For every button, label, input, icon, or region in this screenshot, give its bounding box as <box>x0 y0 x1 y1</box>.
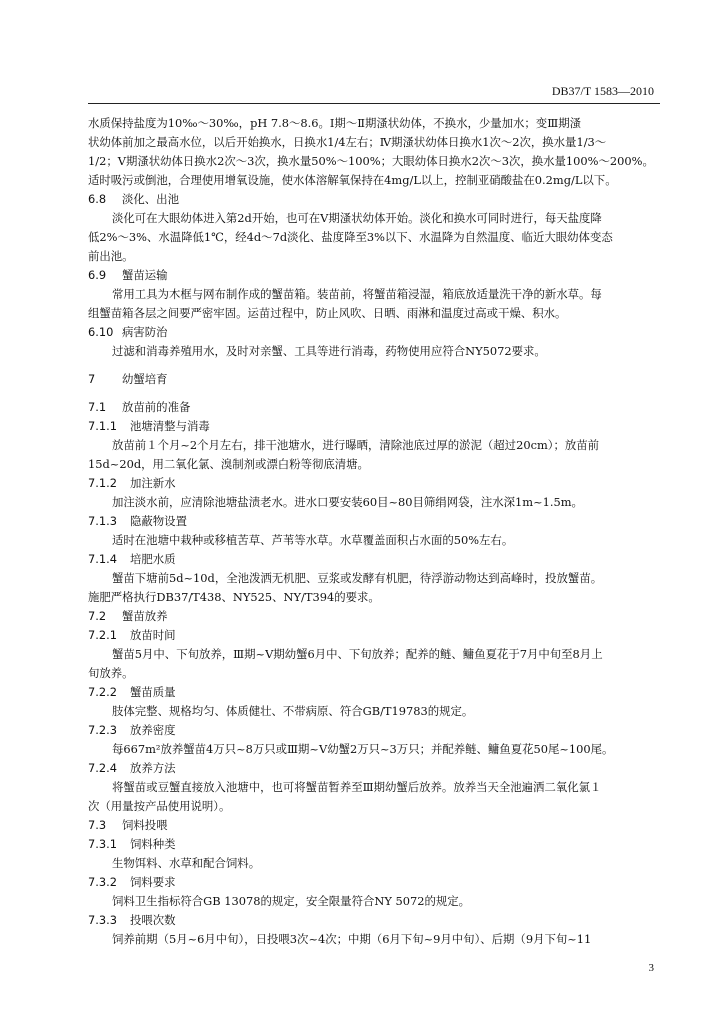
paragraph-line: 饲养前期（5月~6月中旬），日投喂3次~4次；中期（6月下旬~9月中旬）、后期（9月下旬~11 <box>112 932 592 946</box>
paragraph <box>88 702 660 721</box>
heading-number: 7.1.3 <box>88 514 117 528</box>
section-heading <box>88 398 660 417</box>
paragraph <box>88 778 660 816</box>
heading-number: 6.8 <box>88 192 107 206</box>
subsection-heading <box>88 721 660 740</box>
paragraph-line: 常用工具为木框与网布制作成的蟹苗箱。装苗前，将蟹苗箱浸湿，箱底放适量洗干净的新水草。每 <box>112 287 602 301</box>
paragraph-line: 旬放养。 <box>88 666 134 680</box>
heading-title: 幼蟹培育 <box>122 372 168 386</box>
section-heading <box>88 323 660 342</box>
paragraph <box>88 436 660 474</box>
heading-title: 饲料投喂 <box>122 818 168 832</box>
paragraph-line: 适时吸污或倒池，合理使用增氧设施，使水体溶解氧保持在4mg/L以上，控制亚硝酸盐在0.2mg/L以下。 <box>88 173 617 187</box>
heading-title: 放养方法 <box>130 761 176 775</box>
subsection-heading <box>88 474 660 493</box>
heading-number: 7.3.2 <box>88 875 117 889</box>
paragraph-line: 将蟹苗或豆蟹直接放入池塘中，也可将蟹苗暂养至Ⅲ期幼蟹后放养。放养当天全池遍洒二氧化氯１ <box>112 780 602 794</box>
paragraph <box>88 892 660 911</box>
subsection-heading <box>88 550 660 569</box>
paragraph-line: 状幼体前加之最高水位，以后开始换水，日换水1/4左右；Ⅳ期溞状幼体日换水1次～2次，换水量1/3～ <box>88 135 607 149</box>
heading-title: 病害防治 <box>122 325 168 339</box>
heading-number: 7.3.3 <box>88 913 117 927</box>
heading-number: 7.2.1 <box>88 628 117 642</box>
heading-title: 饲料要求 <box>130 875 176 889</box>
heading-number: 7.1 <box>88 400 107 414</box>
heading-number: 7.1.4 <box>88 552 117 566</box>
chapter-heading <box>88 370 660 389</box>
paragraph <box>88 854 660 873</box>
paragraph-line: 饲料卫生指标符合GB 13078的规定，安全限量符合NY 5072的规定。 <box>112 894 471 908</box>
section-heading <box>88 816 660 835</box>
heading-number: 7.2.3 <box>88 723 117 737</box>
paragraph-line: 生物饵料、水草和配合饲料。 <box>112 856 261 870</box>
subsection-heading <box>88 759 660 778</box>
paragraph <box>88 114 660 190</box>
heading-number: 6.10 <box>88 325 114 339</box>
heading-title: 放苗时间 <box>130 628 176 642</box>
paragraph-line: 低2%～3%、水温降低1℃，经4d～7d淡化、盐度降至3%以下、水温降为自然温度、临近大眼幼体变态 <box>88 230 613 244</box>
heading-title: 蟹苗质量 <box>130 685 176 699</box>
heading-title: 放苗前的准备 <box>122 400 191 414</box>
header-rule <box>88 103 660 104</box>
heading-title: 培肥水质 <box>130 552 176 566</box>
section-heading <box>88 266 660 285</box>
paragraph <box>88 285 660 323</box>
paragraph-line: 淡化可在大眼幼体进入第2d开始，也可在Ⅴ期溞状幼体开始。淡化和换水可同时进行，每天盐度降 <box>112 211 602 225</box>
paragraph-line: 蟹苗5月中、下旬放养，Ⅲ期~Ⅴ期幼蟹6月中、下旬放养；配养的鲢、鳙鱼夏花于7月中旬至8月上 <box>112 647 603 661</box>
standard-number-header: DB37/T 1583—2010 <box>551 84 654 98</box>
paragraph-line: 蟹苗下塘前5d~10d，全池泼洒无机肥、豆浆或发酵有机肥，待浮游动物达到高峰时，投放蟹苗。 <box>112 571 603 585</box>
paragraph-line: 每667m²放养蟹苗4万只~8万只或Ⅲ期~Ⅴ幼蟹2万只~3万只；并配养鲢、鳙鱼夏花50尾~100尾。 <box>112 742 614 756</box>
subsection-heading <box>88 911 660 930</box>
paragraph <box>88 342 660 361</box>
paragraph-line: 1/2；Ⅴ期溞状幼体日换水2次～3次，换水量50%～100%；大眼幼体日换水2次～3次，换水量100%～200%。 <box>88 154 654 168</box>
subsection-heading <box>88 835 660 854</box>
paragraph-line: 适时在池塘中栽种或移植苦草、芦苇等水草。水草覆盖面积占水面的50%左右。 <box>112 533 514 547</box>
document-body <box>88 114 660 949</box>
paragraph-line: 前出池。 <box>88 249 134 263</box>
paragraph <box>88 493 660 512</box>
paragraph-line: 放苗前１个月~2个月左右，排干池塘水，进行曝晒，清除池底过厚的淤泥（超过20cm）；放苗前 <box>112 438 600 452</box>
subsection-heading <box>88 417 660 436</box>
subsection-heading <box>88 683 660 702</box>
section-heading <box>88 607 660 626</box>
paragraph-line: 组蟹苗箱各层之间要严密牢固。运苗过程中，防止风吹、日晒、雨淋和温度过高或干燥、积水。 <box>88 306 567 320</box>
heading-title: 蟹苗放养 <box>122 609 168 623</box>
paragraph-line: 水质保持盐度为10‰～30‰，pH 7.8～8.6。Ⅰ期～Ⅱ期溞状幼体，不换水，少量加水；变Ⅲ期溞 <box>88 116 581 130</box>
heading-title: 池塘清整与消毒 <box>130 419 210 433</box>
paragraph <box>88 569 660 607</box>
paragraph-line: 肢体完整、规格均匀、体质健壮、不带病原、符合GB/T19783的规定。 <box>112 704 474 718</box>
paragraph-line: 施肥严格执行DB37/T438、NY525、NY/T394的要求。 <box>88 590 380 604</box>
heading-title: 放养密度 <box>130 723 176 737</box>
heading-title: 隐蔽物设置 <box>130 514 187 528</box>
paragraph-line: 过滤和消毒养殖用水，及时对亲蟹、工具等进行消毒，药物使用应符合NY5072要求。 <box>112 344 546 358</box>
heading-number: 7.3.1 <box>88 837 117 851</box>
page-number: 3 <box>648 962 654 974</box>
subsection-heading <box>88 626 660 645</box>
heading-number: 6.9 <box>88 268 107 282</box>
heading-title: 饲料种类 <box>130 837 176 851</box>
heading-number: 7.3 <box>88 818 107 832</box>
paragraph <box>88 209 660 266</box>
paragraph-line: 次（用量按产品使用说明）。 <box>88 799 231 813</box>
paragraph-line: 15d~20d，用二氧化氯、溴制剂或漂白粉等彻底清塘。 <box>88 457 369 471</box>
paragraph <box>88 930 660 949</box>
paragraph <box>88 645 660 683</box>
heading-number: 7.2.4 <box>88 761 117 775</box>
heading-title: 投喂次数 <box>130 913 176 927</box>
heading-number: 7.2 <box>88 609 107 623</box>
heading-number: 7.1.1 <box>88 419 117 433</box>
subsection-heading <box>88 512 660 531</box>
paragraph <box>88 740 660 759</box>
heading-title: 淡化、出池 <box>122 192 179 206</box>
heading-number: 7 <box>88 372 96 386</box>
paragraph-line: 加注淡水前，应清除池塘盐渍老水。进水口要安装60目~80目筛绢网袋，注水深1m~1.5m。 <box>112 495 583 509</box>
subsection-heading <box>88 873 660 892</box>
heading-number: 7.2.2 <box>88 685 117 699</box>
heading-title: 蟹苗运输 <box>122 268 168 282</box>
heading-number: 7.1.2 <box>88 476 117 490</box>
paragraph <box>88 531 660 550</box>
heading-title: 加注新水 <box>130 476 176 490</box>
section-heading <box>88 190 660 209</box>
